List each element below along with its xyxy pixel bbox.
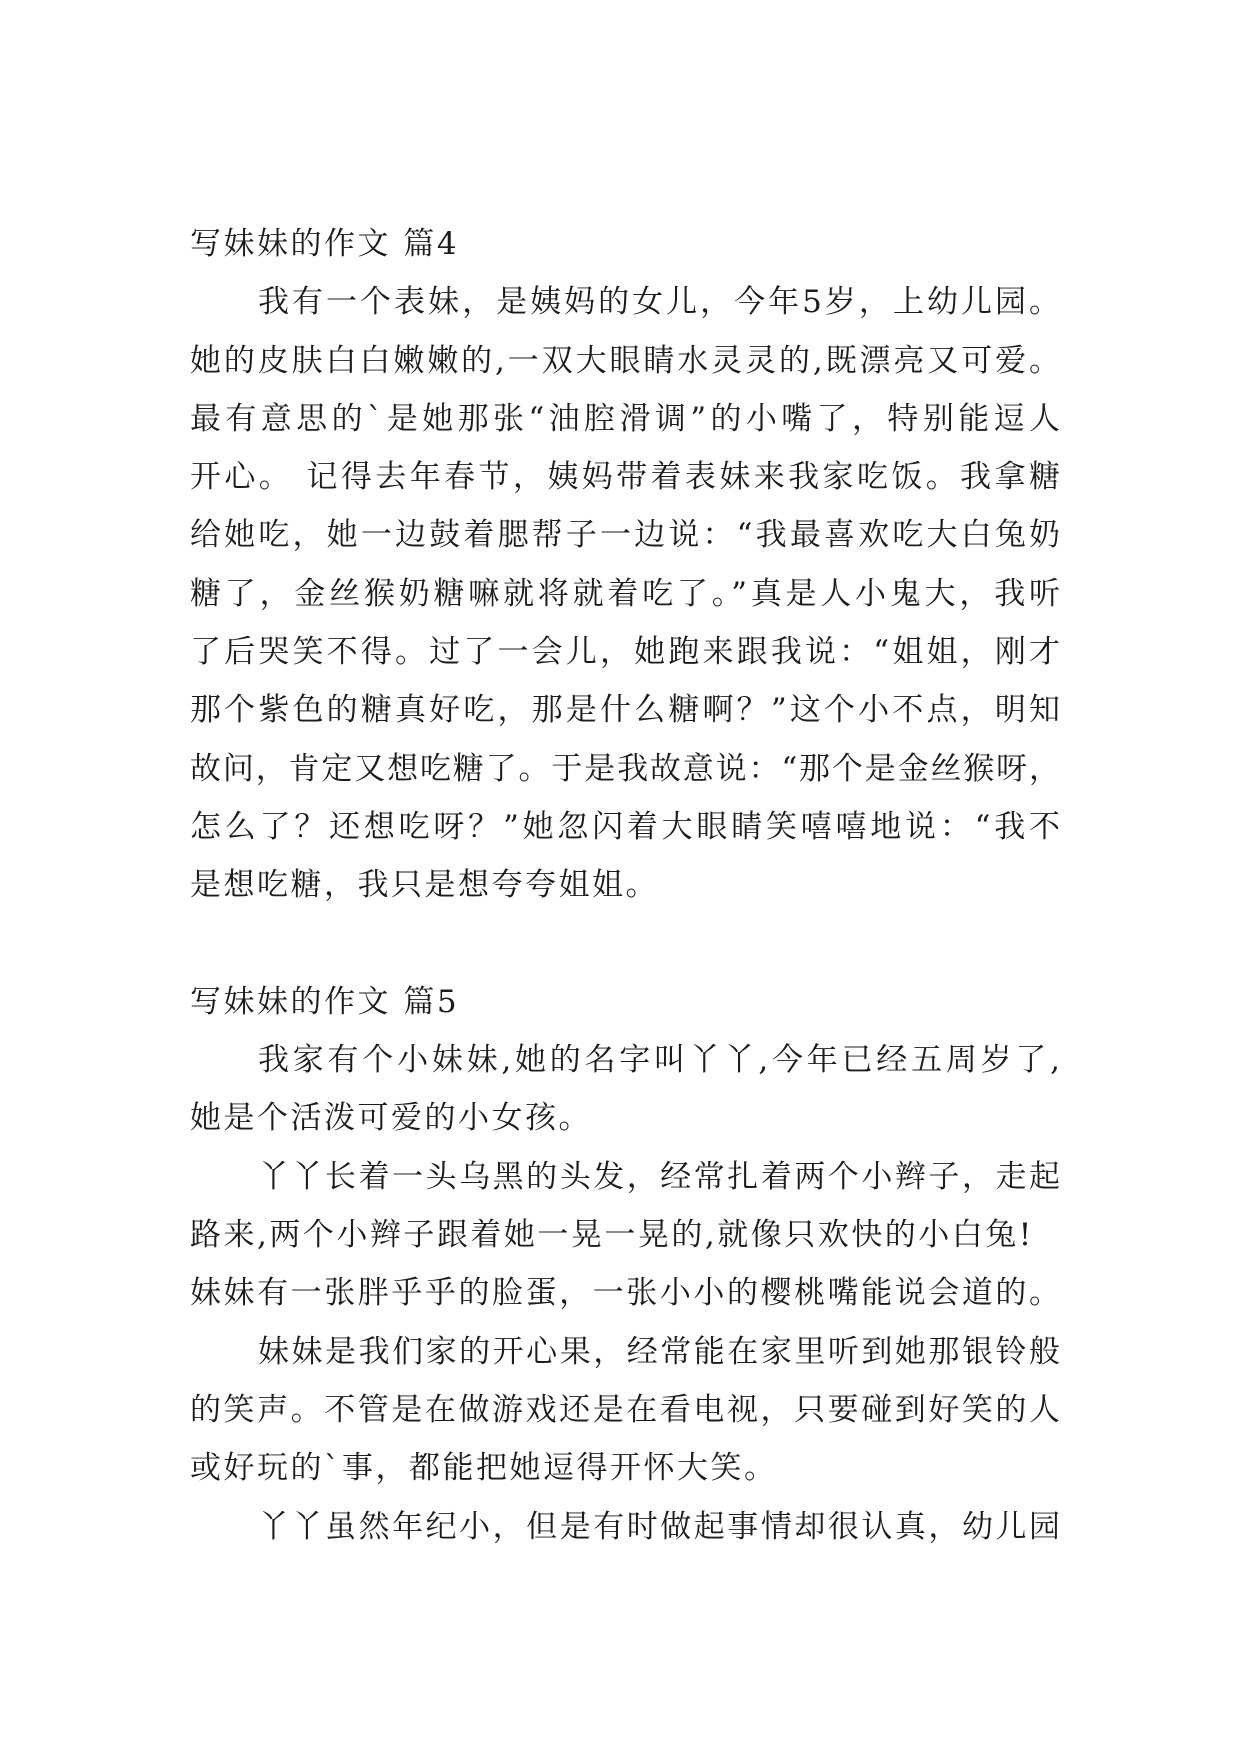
paragraph-line: 怎么了？还想吃呀？”她忽闪着大眼睛笑嘻嘻地说：“我不 — [190, 808, 1060, 845]
paragraph-line: 是想吃糖，我只是想夸夸姐姐。 — [190, 867, 659, 904]
paragraph-line: 或好玩的`事，都能把她逗得开怀大笑。 — [190, 1450, 778, 1487]
paragraph-line: 糖了，金丝猴奶糖嘛就将就着吃了。”真是人小鬼大，我听 — [190, 575, 1060, 612]
essay-title: 写妹妹的作文 篇4 — [190, 226, 460, 262]
essay-section-4 — [190, 215, 1060, 915]
paragraph-line: 开心。 记得去年春节，姨妈带着表妹来我家吃饭。我拿糖 — [190, 459, 1060, 496]
paragraph-line: 那个紫色的糖真好吃，那是什么糖啊？”这个小不点，明知 — [190, 692, 1060, 729]
paragraph-line: 她的皮肤白白嫩嫩的,一双大眼睛水灵灵的,既漂亮又可爱。 — [190, 342, 1060, 379]
essay-title: 写妹妹的作文 篇5 — [190, 983, 460, 1020]
essay-section-5 — [190, 973, 1060, 1556]
paragraph-line: 路来,两个小辫子跟着她一晃一晃的,就像只欢快的小白兔! — [190, 1217, 1034, 1254]
document-body — [190, 215, 1060, 1556]
paragraph-line: 她是个活泼可爱的小女孩。 — [190, 1100, 592, 1137]
paragraph-line: 的笑声。不管是在做游戏还是在看电视，只要碰到好笑的人 — [190, 1391, 1060, 1428]
paragraph-line: 我家有个小妹妹,她的名字叫丫丫,今年已经五周岁了, — [258, 1042, 1060, 1079]
paragraph-line: 了后哭笑不得。过了一会儿，她跑来跟我说：“姐姐，刚才 — [190, 634, 1060, 671]
paragraph-line: 故问，肯定又想吃糖了。于是我故意说：“那个是金丝猴呀， — [190, 750, 1060, 787]
section-spacer — [190, 915, 1060, 973]
paragraph-line: 给她吃，她一边鼓着腮帮子一边说：“我最喜欢吃大白兔奶 — [190, 517, 1060, 554]
paragraph-line: 丫丫虽然年纪小，但是有时做起事情却很认真，幼儿园 — [258, 1508, 1060, 1545]
paragraph-line: 我有一个表妹，是姨妈的女儿，今年5岁，上幼儿园。 — [258, 284, 1060, 321]
paragraph-line: 妹妹有一张胖乎乎的脸蛋，一张小小的樱桃嘴能说会道的。 — [190, 1275, 1060, 1312]
paragraph-line: 最有意思的`是她那张“油腔滑调”的小嘴了，特别能逗人 — [190, 400, 1060, 437]
paragraph-line: 妹妹是我们家的开心果，经常能在家里听到她那银铃般 — [258, 1333, 1060, 1370]
paragraph-line: 丫丫长着一头乌黑的头发，经常扎着两个小辫子，走起 — [258, 1158, 1060, 1195]
